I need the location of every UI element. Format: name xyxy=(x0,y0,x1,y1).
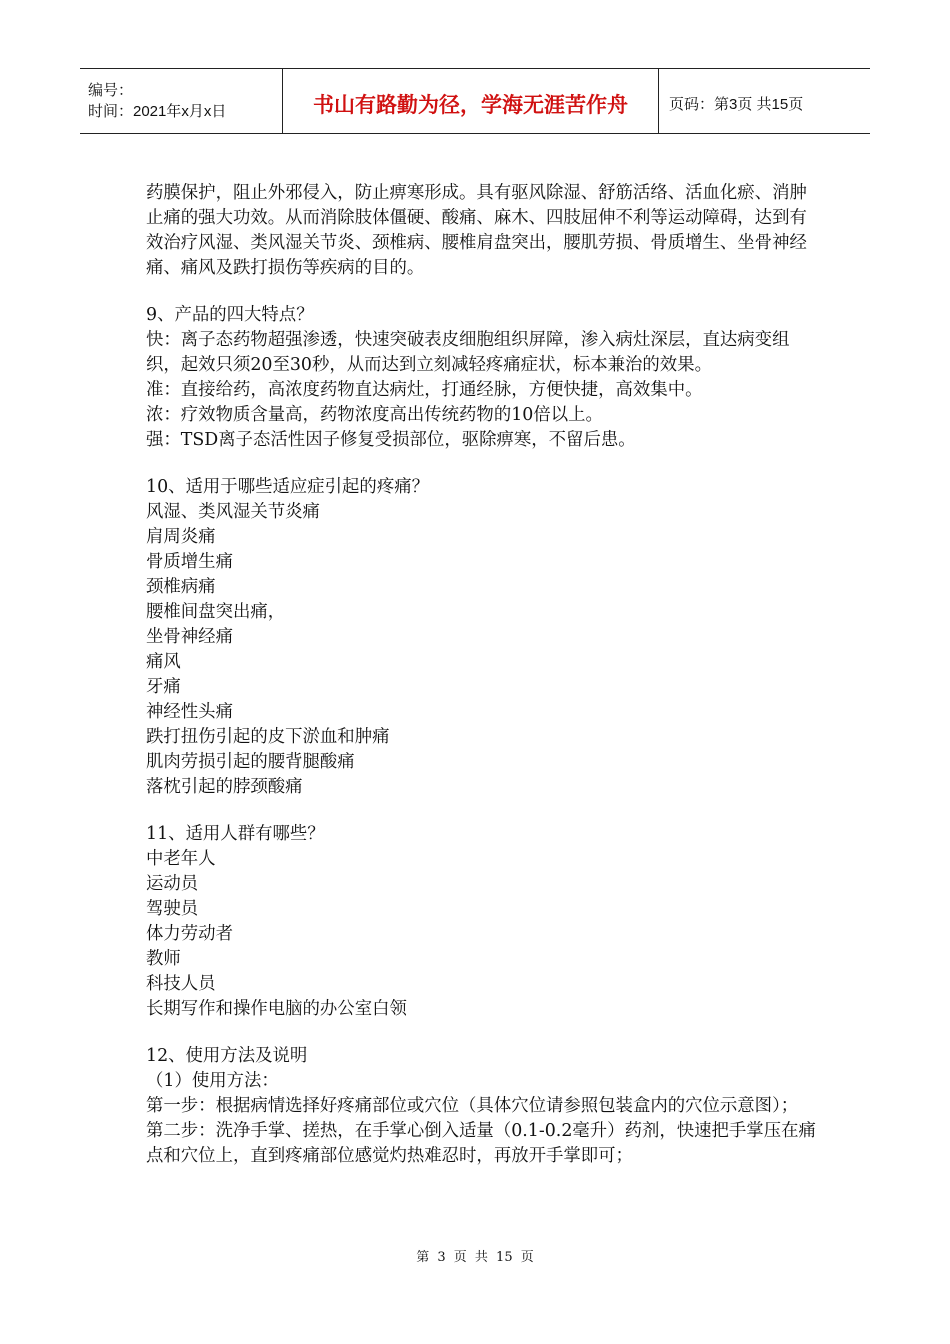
feature-item: 快：离子态药物超强渗透，快速突破表皮细胞组织屏障，渗入病灶深层，直达病变组织，起效只须20至30秒，从而达到立刻减轻疼痛症状，标本兼治的效果。 xyxy=(146,330,790,375)
section-gap xyxy=(146,1022,816,1044)
header-page-info: 页码：第3页 共15页 xyxy=(669,95,804,113)
document-time: 时间：2021年x月x日 xyxy=(88,103,227,120)
section-12-heading: 12、使用方法及说明 xyxy=(146,1046,308,1066)
feature-item: 强：TSD离子态活性因子修复受损部位，驱除痹寒，不留后患。 xyxy=(146,430,636,450)
footer-page-number: 第 3 页 共 15 页 xyxy=(416,1250,534,1265)
indication-item: 痛风 xyxy=(146,652,181,672)
usage-item: 第二步：洗净手掌、搓热，在手掌心倒入适量（0.1-0.2毫升）药剂，快速把手掌压在痛点和穴位上，直到疼痛部位感觉灼热难忍时，再放开手掌即可； xyxy=(146,1121,816,1166)
indication-item: 肩周炎痛 xyxy=(146,527,216,547)
header-slogan: 书山有路勤为径，学海无涯苦作舟 xyxy=(313,93,628,117)
audience-item: 体力劳动者 xyxy=(146,924,233,944)
header-meta xyxy=(80,69,283,133)
indication-item: 腰椎间盘突出痛， xyxy=(146,602,286,622)
indication-item: 颈椎病痛 xyxy=(146,577,216,597)
section-9-heading: 9、产品的四大特点？ xyxy=(146,305,314,325)
audience-item: 中老年人 xyxy=(146,849,216,869)
document-body xyxy=(146,181,816,1169)
indication-item: 神经性头痛 xyxy=(146,702,233,722)
section-gap xyxy=(146,453,816,475)
section-gap xyxy=(146,800,816,822)
usage-item: （1）使用方法： xyxy=(146,1071,279,1091)
audience-item: 驾驶员 xyxy=(146,899,199,919)
audience-item: 教师 xyxy=(146,949,181,969)
audience-item: 科技人员 xyxy=(146,974,216,994)
section-gap xyxy=(146,281,816,303)
header-slogan-cell xyxy=(283,69,659,133)
intro-paragraph: 药膜保护，阻止外邪侵入，防止痹寒形成。具有驱风除湿、舒筋活络、活血化瘀、消肿止痛的强大功效。从而消除肢体僵硬、酸痛、麻木、四肢屈伸不利等运动障碍，达到有效治疗风湿、类风湿关节炎、颈椎病、腰椎肩盘突出，腰肌劳损、骨质增生、坐骨神经痛、痛风及跌打损伤等疾病的目的。 xyxy=(146,183,807,278)
indication-item: 骨质增生痛 xyxy=(146,552,233,572)
indication-item: 落枕引起的脖颈酸痛 xyxy=(146,777,303,797)
indication-item: 肌肉劳损引起的腰背腿酸痛 xyxy=(146,752,355,772)
indication-item: 风湿、类风湿关节炎痛 xyxy=(146,502,320,522)
indication-item: 牙痛 xyxy=(146,677,181,697)
feature-item: 浓：疗效物质含量高，药物浓度高出传统药物的10倍以上。 xyxy=(146,405,603,425)
audience-item: 运动员 xyxy=(146,874,199,894)
page-footer xyxy=(0,1246,950,1265)
document-number: 编号： xyxy=(88,82,134,99)
feature-item: 准：直接给药，高浓度药物直达病灶，打通经脉，方便快捷，高效集中。 xyxy=(146,380,703,400)
audience-item: 长期写作和操作电脑的办公室白领 xyxy=(146,999,407,1019)
header-page-cell xyxy=(659,69,870,133)
indication-item: 坐骨神经痛 xyxy=(146,627,233,647)
indication-item: 跌打扭伤引起的皮下淤血和肿痛 xyxy=(146,727,390,747)
section-11-heading: 11、适用人群有哪些？ xyxy=(146,824,325,844)
usage-item: 第一步：根据病情选择好疼痛部位或穴位（具体穴位请参照包装盒内的穴位示意图）； xyxy=(146,1096,799,1116)
page-header xyxy=(80,68,870,134)
section-10-heading: 10、适用于哪些适应症引起的疼痛？ xyxy=(146,477,429,497)
